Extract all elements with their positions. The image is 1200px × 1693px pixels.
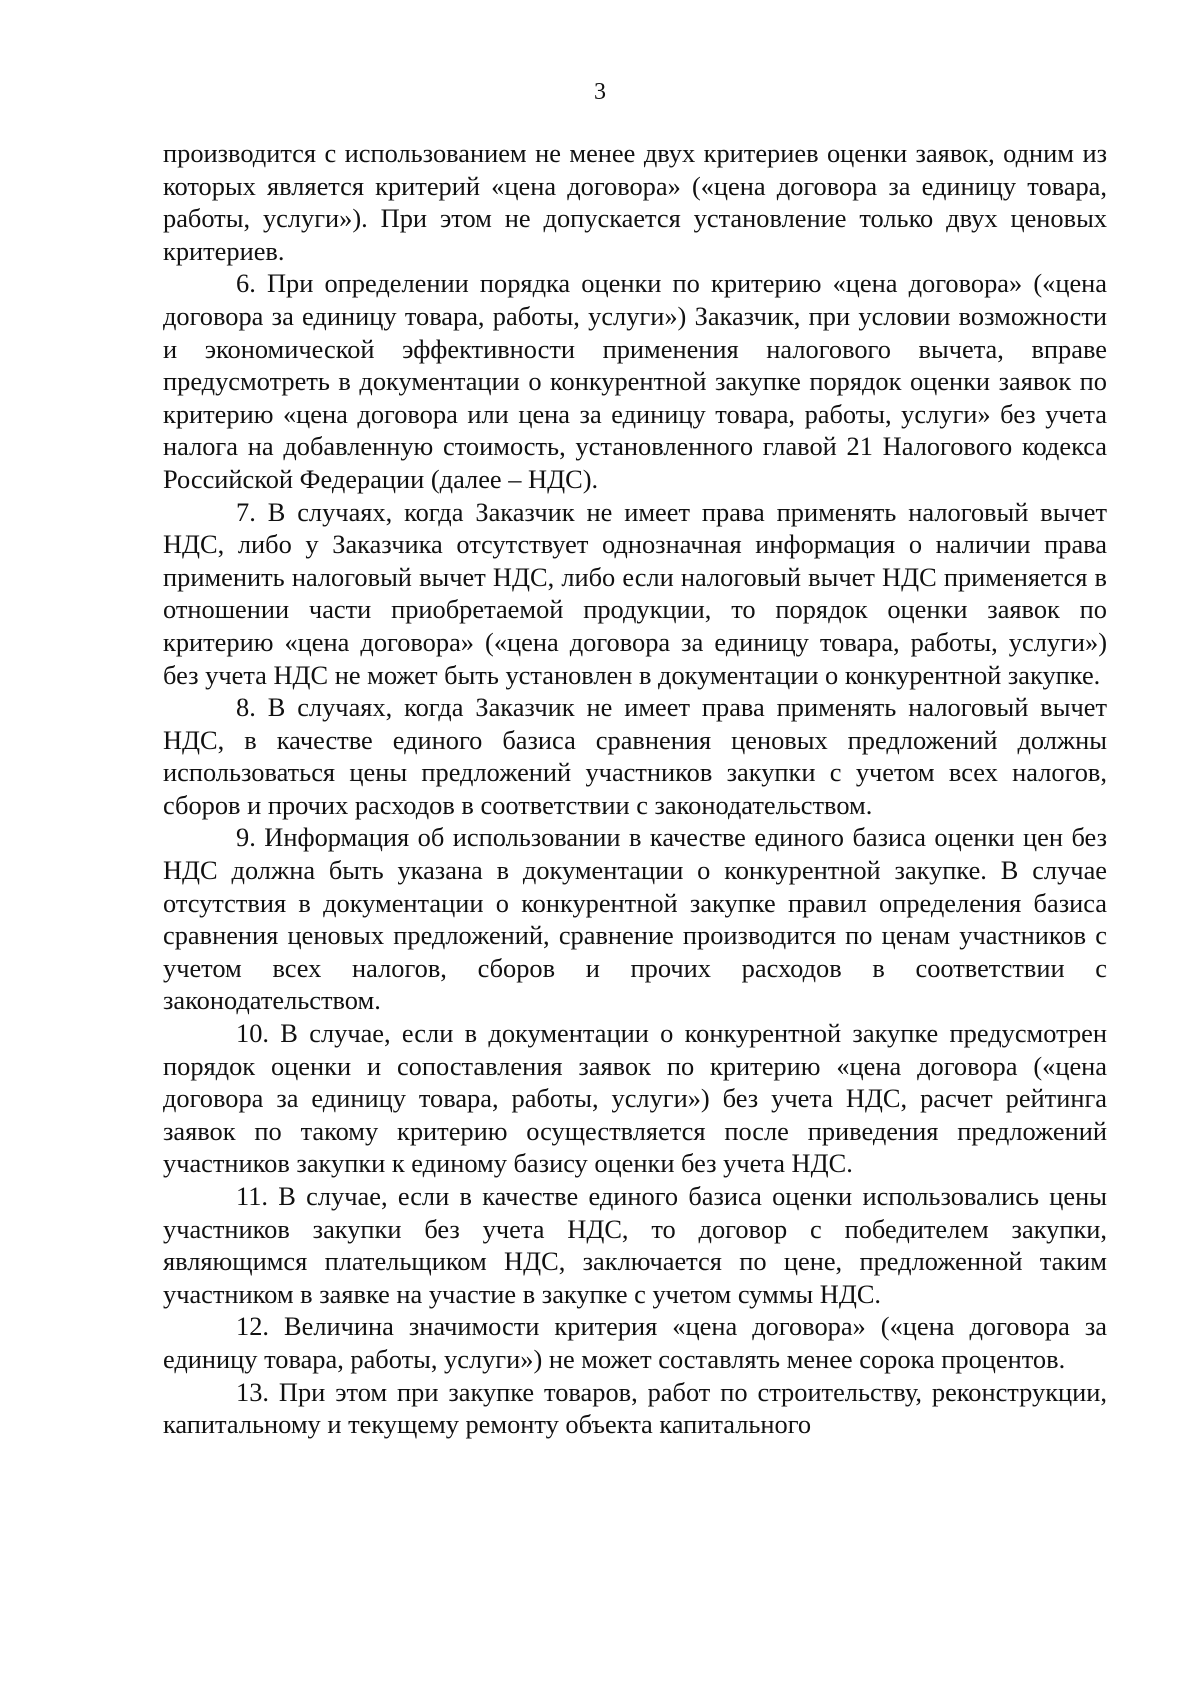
paragraph-continuation: производится с использованием не менее двух критериев оценки заявок, одним из которых является критерий «цена договора» («цена договора за единицу товара, работы, услуги»). При этом не допускается установление только двух ценовых критериев. [163, 138, 1107, 266]
paragraph-11: 11. В случае, если в качестве единого базиса оценки использовались цены участников закупки без учета НДС, то договор с победителем закупки, являющимся плательщиком НДС, заключается по цене, предложенной таким участником в заявке на участие в закупке с учетом суммы НДС. [163, 1181, 1107, 1309]
page-number: 3 [594, 79, 606, 105]
paragraph-7: 7. В случаях, когда Заказчик не имеет права применять налоговый вычет НДС, либо у Заказчика отсутствует однозначная информация о наличии права применить налоговый вычет НДС, либо если налоговый вычет НДС применяется в отношении части приобретаемой продукции, то порядок оценки заявок по критерию «цена договора» («цена договора за единицу товара, работы, услуги») без учета НДС не может быть установлен в документации о конкурентной закупке. [163, 496, 1107, 690]
document-body [163, 137, 1107, 1441]
paragraph-12: 12. Величина значимости критерия «цена договора» («цена договора за единицу товара, работы, услуги») не может составлять менее сорока процентов. [163, 1311, 1107, 1374]
paragraph-9: 9. Информация об использовании в качестве единого базиса оценки цен без НДС должна быть указана в документации о конкурентной закупке. В случае отсутствия в документации о конкурентной закупке правил определения базиса сравнения ценовых предложений, сравнение производится по ценам участников с учетом всех налогов, сборов и прочих расходов в соответствии с законодательством. [163, 822, 1107, 1016]
paragraph-13: 13. При этом при закупке товаров, работ по строительству, реконструкции, капитальному и текущему ремонту объекта капитального [163, 1376, 1107, 1440]
paragraph-6: 6. При определении порядка оценки по критерию «цена договора» («цена договора за единицу товара, работы, услуги») Заказчик, при условии возможности и экономической эффективности применения налогового вычета, вправе предусмотреть в документации о конкурентной закупке порядок оценки заявок по критерию «цена договора или цена за единицу товара, работы, услуги» без учета налога на добавленную стоимость, установленного главой 21 Налогового кодекса Российской Федерации (далее – НДС). [163, 268, 1107, 494]
paragraph-8: 8. В случаях, когда Заказчик не имеет права применять налоговый вычет НДС, в качестве единого базиса сравнения ценовых предложений должны использоваться цены предложений участников закупки с учетом всех налогов, сборов и прочих расходов в соответствии с законодательством. [163, 692, 1107, 820]
paragraph-10: 10. В случае, если в документации о конкурентной закупке предусмотрен порядок оценки и сопоставления заявок по критерию «цена договора («цена договора за единицу товара, работы, услуги») без учета НДС, расчет рейтинга заявок по такому критерию осуществляется после приведения предложений участников закупки к единому базису оценки без учета НДС. [163, 1018, 1107, 1179]
